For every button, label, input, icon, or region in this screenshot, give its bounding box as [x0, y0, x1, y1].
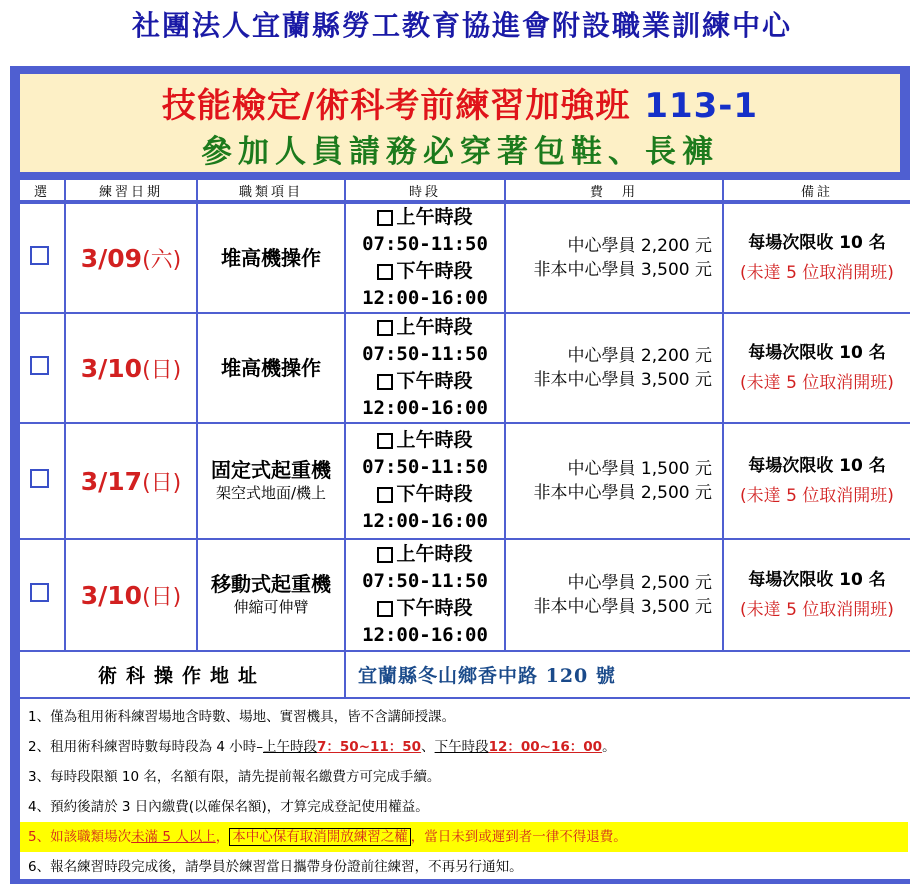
org-title: 社團法人宜蘭縣勞工教育協進會附設職業訓練中心	[131, 9, 792, 42]
rule-5: 5、如該職類場次未滿 5 人以上， 本中心保有取消開放練習之權 ，當日未到或遲到者一律不得退費。	[20, 822, 908, 852]
am-slot-label: 上午時段	[396, 429, 473, 451]
cancel-note: (未達 5 位取消開班)	[740, 373, 894, 393]
notes-cell	[724, 540, 910, 650]
pm-slot-option[interactable]	[377, 481, 472, 508]
timeslot-cell	[346, 314, 504, 422]
am-slot-checkbox[interactable]	[377, 547, 393, 563]
rule-1: 1、僅為租用術科練習場地含時數、場地、實習機具，皆不含講師授課。	[28, 709, 456, 725]
select-checkbox[interactable]	[30, 583, 49, 602]
fee-cell	[506, 204, 722, 312]
pm-slot-option[interactable]	[377, 595, 472, 622]
capacity-note: 每場次限收 10 名	[748, 233, 886, 253]
rules-section	[20, 699, 910, 879]
select-checkbox[interactable]	[30, 246, 49, 265]
select-checkbox[interactable]	[30, 469, 49, 488]
fee-cell	[506, 540, 722, 650]
fee-member: 中心學員 2,200 元	[567, 236, 712, 256]
job-name: 固定式起重機	[211, 458, 331, 482]
am-slot-label: 上午時段	[396, 543, 473, 565]
timeslot-cell	[346, 204, 504, 312]
rule-2: 2、租用術科練習時數每時段為 4 小時–上午時段7：50~11：50、下午時段12：00~16：00。	[28, 739, 616, 755]
select-checkbox[interactable]	[30, 356, 49, 375]
cancel-note: (未達 5 位取消開班)	[740, 486, 894, 506]
am-slot-checkbox[interactable]	[377, 433, 393, 449]
job-category	[198, 424, 344, 538]
timeslot-cell	[346, 424, 504, 538]
notes-cell	[724, 204, 910, 312]
fee-cell	[506, 424, 722, 538]
notes-cell	[724, 424, 910, 538]
practice-date	[66, 314, 196, 422]
am-slot-option[interactable]	[377, 314, 472, 341]
pm-slot-label: 下午時段	[396, 370, 473, 392]
pm-slot-option[interactable]	[377, 258, 472, 285]
pm-slot-time: 12:00-16:00	[362, 624, 488, 646]
am-slot-time: 07:50-11:50	[362, 570, 488, 592]
job-name: 堆高機操作	[221, 356, 321, 380]
date-weekday: (日)	[142, 584, 182, 610]
fee-nonmember: 非本中心學員 3,500 元	[533, 597, 712, 617]
header-select: 選	[20, 180, 64, 200]
header-date: 練習日期	[66, 180, 196, 200]
job-category	[198, 204, 344, 312]
pm-slot-checkbox[interactable]	[377, 487, 393, 503]
job-subtype: 伸縮可伸臂	[233, 598, 309, 616]
select-cell	[20, 314, 64, 422]
pm-slot-checkbox[interactable]	[377, 374, 393, 390]
am-slot-label: 上午時段	[396, 206, 473, 228]
header-notes: 備註	[724, 180, 910, 200]
practice-date	[66, 540, 196, 650]
am-slot-time: 07:50-11:50	[362, 233, 488, 255]
header-fee: 費 用	[506, 180, 722, 200]
rule-6: 6、報名練習時段完成後，請學員於練習當日攜帶身份證前往練習，不再另行通知。	[28, 859, 523, 875]
date-weekday: (日)	[142, 470, 182, 496]
rule-3: 3、每時段限額 10 名，名額有限，請先提前報名繳費方可完成手續。	[28, 769, 441, 785]
capacity-note: 每場次限收 10 名	[748, 456, 886, 476]
fee-nonmember: 非本中心學員 2,500 元	[533, 483, 712, 503]
pm-slot-time: 12:00-16:00	[362, 287, 488, 309]
am-slot-label: 上午時段	[396, 316, 473, 338]
practice-date	[66, 424, 196, 538]
pm-slot-time: 12:00-16:00	[362, 397, 488, 419]
job-category	[198, 314, 344, 422]
fee-cell	[506, 314, 722, 422]
fee-member: 中心學員 2,200 元	[567, 346, 712, 366]
pm-slot-time: 12:00-16:00	[362, 510, 488, 532]
practice-date	[66, 204, 196, 312]
date-value: 3/09	[80, 243, 143, 273]
job-name: 移動式起重機	[211, 572, 331, 596]
pm-slot-option[interactable]	[377, 368, 472, 395]
am-slot-option[interactable]	[377, 541, 472, 568]
pm-slot-checkbox[interactable]	[377, 264, 393, 280]
date-value: 3/17	[80, 466, 143, 496]
am-slot-option[interactable]	[377, 427, 472, 454]
am-slot-time: 07:50-11:50	[362, 343, 488, 365]
fee-nonmember: 非本中心學員 3,500 元	[533, 260, 712, 280]
capacity-note: 每場次限收 10 名	[748, 343, 886, 363]
dress-code-notice: 參加人員請務必穿著包鞋、長褲	[201, 134, 719, 170]
header-job: 職類項目	[198, 180, 344, 200]
course-banner	[20, 74, 900, 172]
select-cell	[20, 424, 64, 538]
course-code: 113-1	[644, 86, 759, 126]
address-label: 術科操作地址	[20, 652, 344, 697]
cancel-note: (未達 5 位取消開班)	[740, 600, 894, 620]
date-value: 3/10	[80, 580, 143, 610]
fee-nonmember: 非本中心學員 3,500 元	[533, 370, 712, 390]
pm-slot-checkbox[interactable]	[377, 601, 393, 617]
select-cell	[20, 204, 64, 312]
cancel-note: (未達 5 位取消開班)	[740, 263, 894, 283]
fee-member: 中心學員 1,500 元	[567, 459, 712, 479]
fee-member: 中心學員 2,500 元	[567, 573, 712, 593]
job-category	[198, 540, 344, 650]
select-cell	[20, 540, 64, 650]
notes-cell	[724, 314, 910, 422]
pm-slot-label: 下午時段	[396, 597, 473, 619]
date-value: 3/10	[80, 353, 143, 383]
timeslot-cell	[346, 540, 504, 650]
job-name: 堆高機操作	[221, 246, 321, 270]
am-slot-checkbox[interactable]	[377, 210, 393, 226]
am-slot-option[interactable]	[377, 204, 472, 231]
capacity-note: 每場次限收 10 名	[748, 570, 886, 590]
am-slot-time: 07:50-11:50	[362, 456, 488, 478]
pm-slot-label: 下午時段	[396, 260, 473, 282]
am-slot-checkbox[interactable]	[377, 320, 393, 336]
address-value: 宜蘭縣冬山鄉香中路 120 號	[346, 652, 910, 697]
date-weekday: (六)	[142, 247, 182, 273]
course-title: 技能檢定/術科考前練習加強班	[161, 86, 631, 126]
job-subtype: 架空式地面/機上	[215, 484, 327, 502]
header-timeslot: 時段	[346, 180, 504, 200]
pm-slot-label: 下午時段	[396, 483, 473, 505]
date-weekday: (日)	[142, 357, 182, 383]
rule-4: 4、預約後請於 3 日內繳費(以確保名額)，才算完成登記使用權益。	[28, 799, 429, 815]
